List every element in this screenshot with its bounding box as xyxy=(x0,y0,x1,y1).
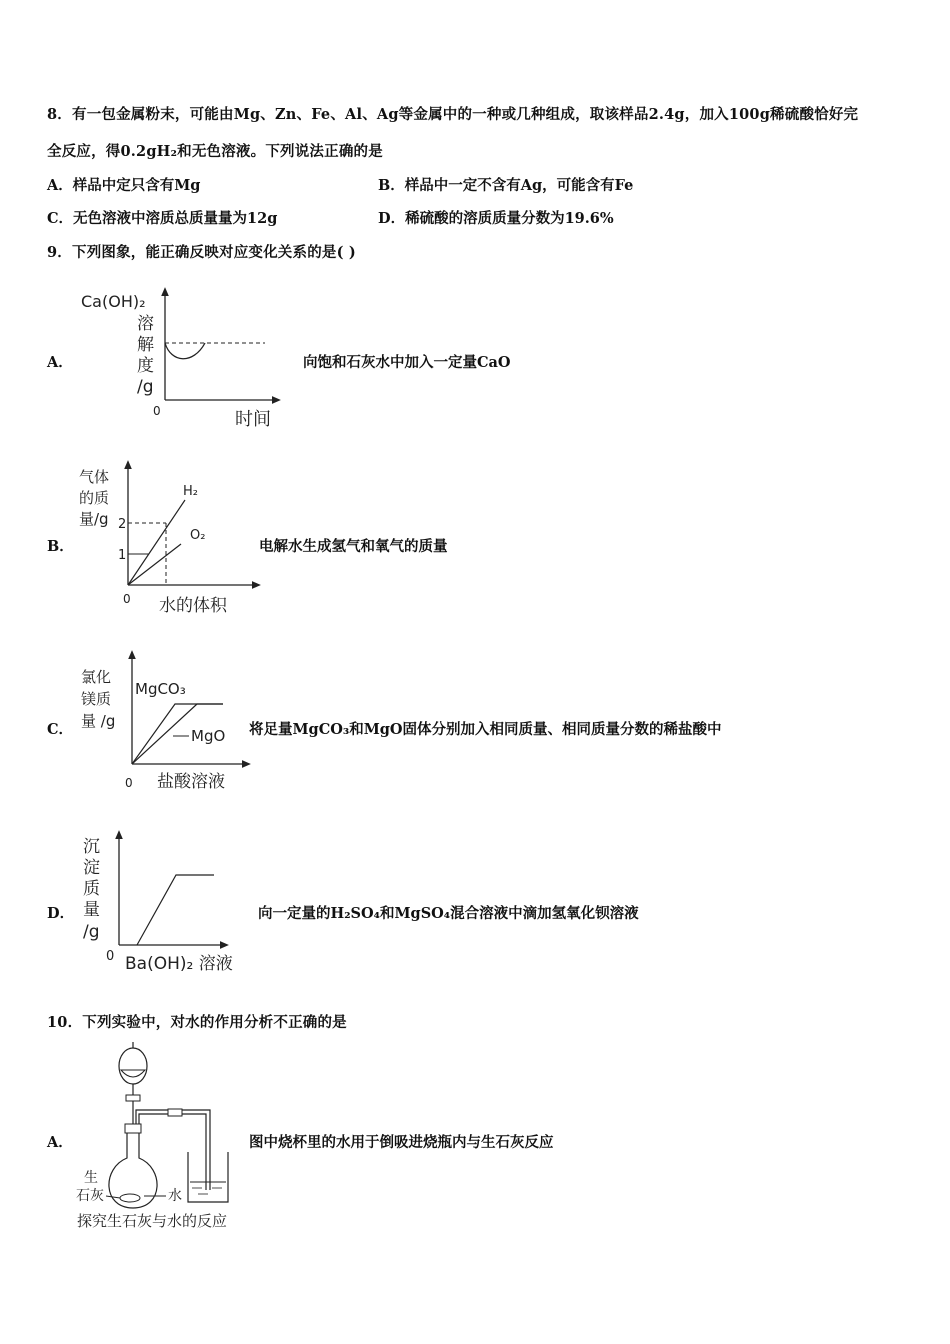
h2-label: H₂ xyxy=(183,484,198,499)
ylabel-1: 溶 xyxy=(137,314,154,334)
ylabel-5: /g xyxy=(83,922,100,942)
funnel-liquid xyxy=(121,1070,145,1077)
ylabel-1: 气体 xyxy=(79,468,110,486)
q9-option-a-desc: 向饱和石灰水中加入一定量CaO xyxy=(303,354,511,371)
q8-option-b[interactable]: B．样品中一定不含有Ag，可能含有Fe xyxy=(378,177,634,194)
q9-option-b-desc: 电解水生成氢气和氧气的质量 xyxy=(259,538,448,555)
q9-option-d-desc: 向一定量的H₂SO₄和MgSO₄混合溶液中滴加氢氧化钡溶液 xyxy=(258,905,639,922)
beaker xyxy=(188,1152,228,1202)
q10-stem: 10．下列实验中，对水的作用分析不正确的是 xyxy=(47,1014,347,1031)
ylabel-3: 度 xyxy=(137,356,154,376)
solubility-curve xyxy=(165,343,205,359)
ylabel-3: 量 /g xyxy=(81,712,116,730)
q9-a-graph xyxy=(75,285,295,435)
q9-c-graph xyxy=(75,650,255,795)
tube-joint xyxy=(168,1109,182,1116)
q8-stem-line2: 全反应，得0.2gH₂和无色溶液。下列说法正确的是 xyxy=(47,143,383,160)
ylabel-2: 镁质 xyxy=(81,690,112,708)
funnel-bulb xyxy=(119,1048,147,1084)
apparatus-caption: 探究生石灰与水的反应 xyxy=(77,1212,228,1230)
h2-line xyxy=(128,500,185,585)
xlabel: 盐酸溶液 xyxy=(157,772,225,792)
xlabel: 水的体积 xyxy=(159,596,227,616)
label-water: 水 xyxy=(168,1188,182,1204)
q10-a-apparatus xyxy=(72,1040,252,1240)
mgo-label: MgO xyxy=(191,727,226,745)
q8-option-c[interactable]: C．无色溶液中溶质总质量量为12g xyxy=(47,210,278,227)
q9-option-d-letter[interactable]: D． xyxy=(47,905,75,922)
quicklime-pile xyxy=(120,1194,140,1202)
origin-label: 0 xyxy=(123,592,131,606)
flask-stopper xyxy=(125,1124,141,1133)
q9-option-a-letter[interactable]: A． xyxy=(47,354,73,371)
ylabel-4: /g xyxy=(137,377,154,397)
ylabel-3: 质 xyxy=(83,879,100,899)
origin-label: 0 xyxy=(153,404,161,418)
ylabel-3: 量/g xyxy=(79,510,109,528)
xlabel: 时间 xyxy=(235,409,271,430)
q9-stem: 9．下列图象，能正确反映对应变化关系的是( ) xyxy=(47,244,356,261)
ylabel-2: 的质 xyxy=(79,489,110,507)
ylabel-4: 量 xyxy=(83,900,100,920)
xlabel: Ba(OH)₂ 溶液 xyxy=(125,954,233,974)
ylabel-1: 沉 xyxy=(83,837,100,857)
q8-option-a[interactable]: A．样品中定只含有Mg xyxy=(47,177,201,194)
q8-option-d[interactable]: D．稀硫酸的溶质质量分数为19.6% xyxy=(378,210,614,227)
delivery-tube-inner xyxy=(139,1114,206,1190)
origin-label: 0 xyxy=(125,776,133,790)
ylabel-2: 淀 xyxy=(83,858,100,878)
q9-b-graph xyxy=(75,460,275,620)
q9-option-c-desc: 将足量MgCO₃和MgO固体分别加入相同质量、相同质量分数的稀盐酸中 xyxy=(249,721,722,738)
o2-line xyxy=(128,544,181,585)
q10-option-a-letter[interactable]: A． xyxy=(47,1134,73,1151)
ylabel-1: 氯化 xyxy=(81,668,112,686)
label-shihui: 石灰 xyxy=(76,1188,104,1204)
ylabel-top: Ca(OH)₂ xyxy=(81,292,146,311)
mgco3-label: MgCO₃ xyxy=(135,680,186,698)
stopcock xyxy=(126,1095,140,1101)
q10-option-a-desc: 图中烧杯里的水用于倒吸进烧瓶内与生石灰反应 xyxy=(249,1134,554,1151)
ylabel-2: 解 xyxy=(137,335,154,355)
q9-option-b-letter[interactable]: B． xyxy=(47,538,74,555)
tick-1-label: 1 xyxy=(118,548,127,563)
o2-label: O₂ xyxy=(190,528,206,543)
label-sheng: 生 xyxy=(84,1170,98,1186)
origin-label: 0 xyxy=(106,949,115,964)
tick-2-label: 2 xyxy=(118,517,127,532)
q8-stem-line1: 8．有一包金属粉末，可能由Mg、Zn、Fe、Al、Ag等金属中的一种或几种组成，取该样品2.4g，加入100g稀硫酸恰好完 xyxy=(47,106,859,123)
delivery-tube-outer xyxy=(136,1110,210,1190)
q9-d-graph xyxy=(75,828,265,978)
q9-option-c-letter[interactable]: C． xyxy=(47,721,74,738)
precipitate-line xyxy=(137,875,214,945)
